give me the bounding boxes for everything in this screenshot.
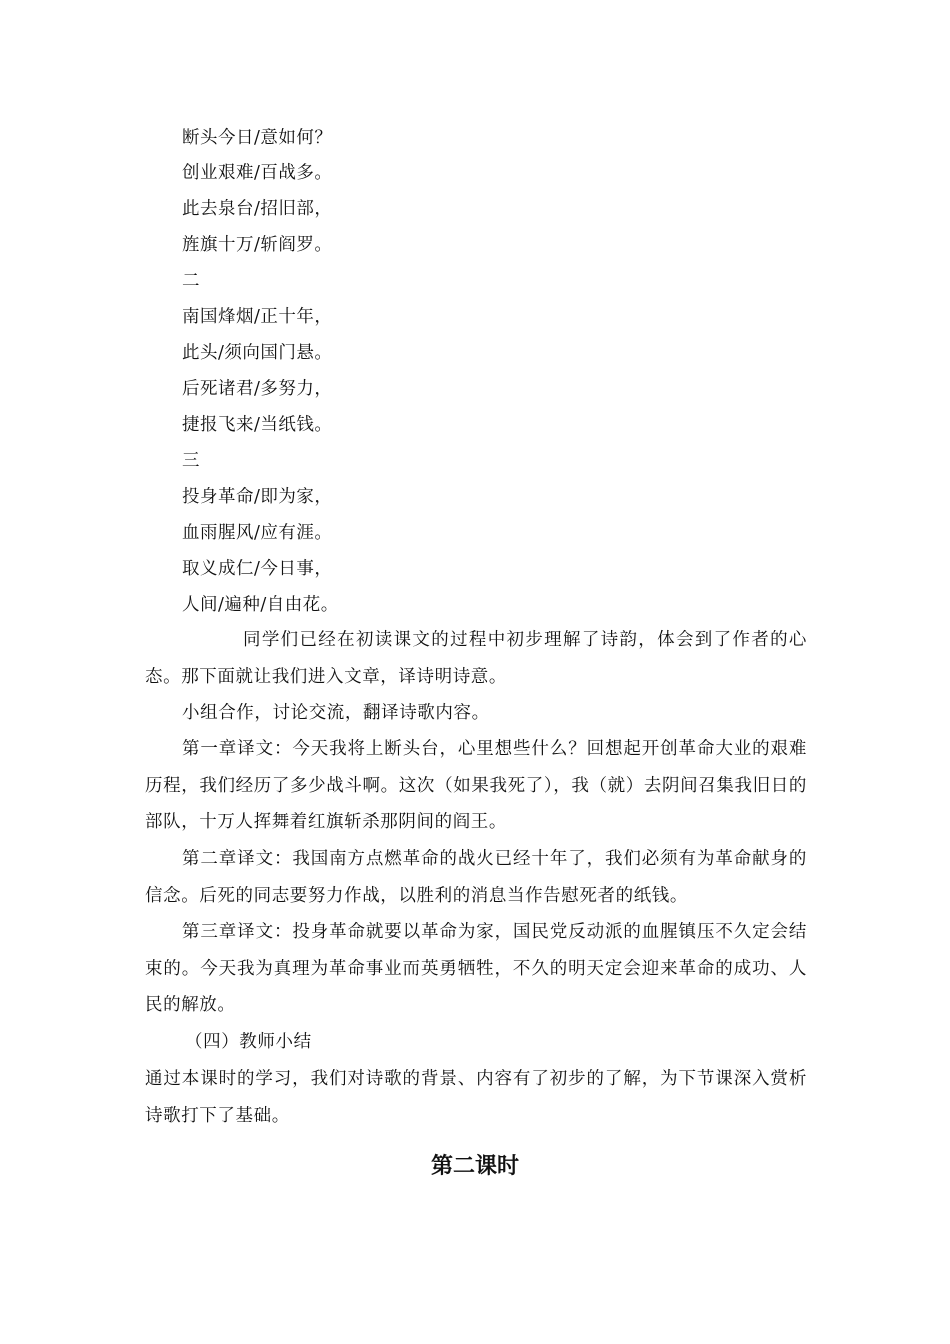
poem-line: 创业艰难/百战多。 <box>182 163 333 183</box>
group-task-paragraph: 小组合作，讨论交流，翻译诗歌内容。 <box>182 703 490 723</box>
poem-line: 捷报飞来/当纸钱。 <box>182 415 333 435</box>
poem-line: 南国烽烟/正十年， <box>182 307 333 327</box>
summary-heading: （四）教师小结 <box>185 1032 312 1052</box>
poem-line: 血雨腥风/应有涯。 <box>182 523 333 543</box>
poem-line: 此头/须向国门悬。 <box>182 343 333 363</box>
translation-paragraph-1: 第一章译文：今天我将上断头台，心里想些什么？回想起开创革命大业的艰难历程，我们经历了多少战斗啊。这次（如果我死了），我（就）去阴间召集我旧日的部队，十万人挥舞着红旗斩杀那阴间的阎王。 <box>145 739 807 832</box>
intro-paragraph: 同学们已经在初读课文的过程中初步理解了诗韵，体会到了作者的心态。那下面就让我们进入文章，译诗明诗意。 <box>145 630 807 687</box>
stanza-marker: 三 <box>182 451 200 471</box>
poem-line: 取义成仁/今日事， <box>182 559 333 579</box>
stanza-marker: 二 <box>182 271 200 291</box>
translation-paragraph-3: 第三章译文：投身革命就要以革命为家，国民党反动派的血腥镇压不久定会结束的。今天我为真理为革命事业而英勇牺牲，不久的明天定会迎来革命的成功、人民的解放。 <box>145 922 807 1015</box>
poem-line: 人间/遍种/自由花。 <box>182 595 339 615</box>
poem-line: 此去泉台/招旧部， <box>182 199 333 219</box>
poem-line: 旌旗十万/斩阎罗。 <box>182 235 333 255</box>
translation-paragraph-2: 第二章译文：我国南方点燃革命的战火已经十年了，我们必须有为革命献身的信念。后死的同志要努力作战，以胜利的消息当作告慰死者的纸钱。 <box>145 849 807 906</box>
lesson-title: 第二课时 <box>430 1154 519 1179</box>
poem-line: 断头今日/意如何？ <box>182 128 333 148</box>
summary-paragraph: 通过本课时的学习，我们对诗歌的背景、内容有了初步的了解，为下节课深入赏析诗歌打下了基础。 <box>145 1069 807 1126</box>
poem-line: 后死诸君/多努力， <box>182 379 333 399</box>
poem-line: 投身革命/即为家， <box>182 487 333 507</box>
